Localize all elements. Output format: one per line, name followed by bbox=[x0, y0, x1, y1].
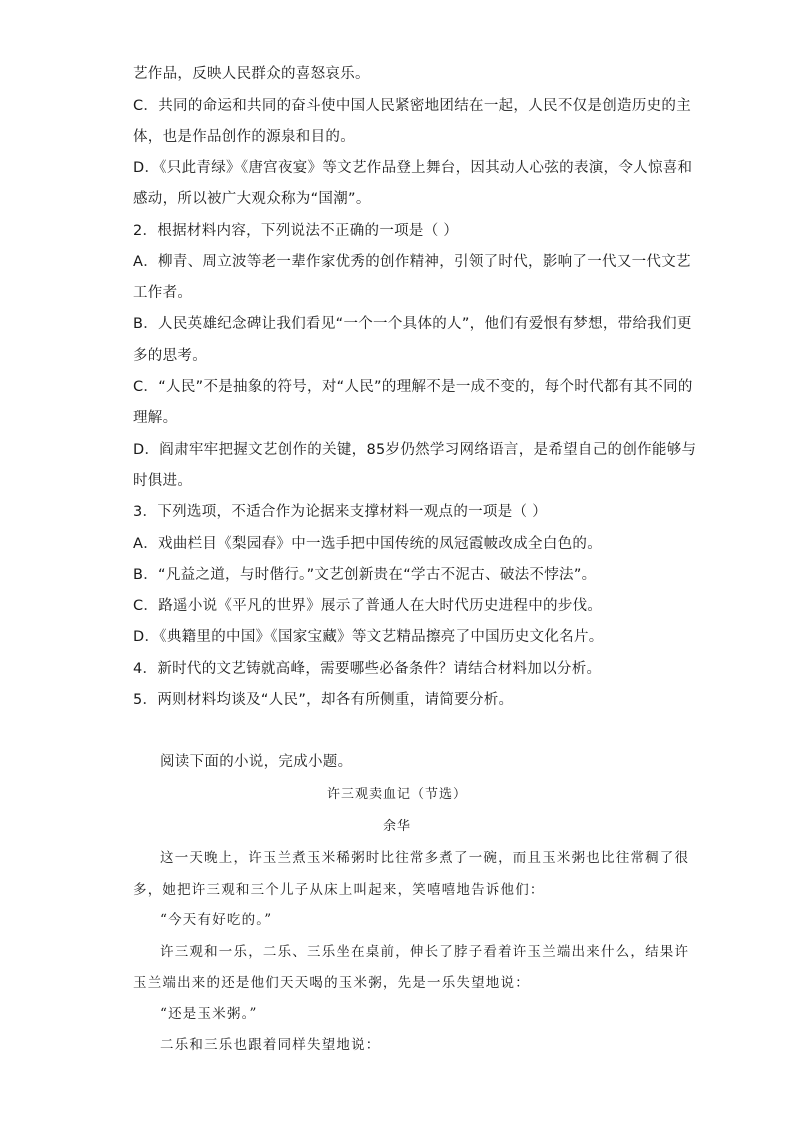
story-paragraph-3: 二乐和三乐也跟着同样失望地说： bbox=[160, 1037, 381, 1053]
question-2-option-b-line-2: 多的思考。 bbox=[133, 348, 207, 364]
question-2-option-c-line-2: 理解。 bbox=[133, 410, 178, 426]
question-3-option-d: D．《典籍里的中国》《国家宝藏》等文艺精品擦亮了中国历史文化名片。 bbox=[133, 629, 604, 645]
story-quote-1: “今天有好吃的。” bbox=[160, 912, 273, 928]
question-1-option-b-tail: 艺作品，反映人民群众的喜怒哀乐。 bbox=[133, 66, 370, 82]
reading-instruction: 阅读下面的小说，完成小题。 bbox=[160, 754, 353, 770]
question-2-option-a-line-2: 工作者。 bbox=[133, 285, 193, 301]
question-2-option-d-line-1: D．阎肃牢牢把握文艺创作的关键，85岁仍然学习网络语言，是希望自己的创作能够与 bbox=[133, 442, 697, 458]
question-3-option-a: A．戏曲栏目《梨园春》中一选手把中国传统的凤冠霞帔改成全白色的。 bbox=[133, 536, 603, 552]
story-paragraph-2-line-1: 许三观和一乐，二乐、三乐坐在桌前，伸长了脖子看着许玉兰端出来什么，结果许 bbox=[160, 944, 690, 960]
question-2-option-b-line-1: B．人民英雄纪念碑让我们看见“一个一个具体的人”，他们有爱恨有梦想，带给我们更 bbox=[133, 316, 692, 332]
story-quote-2: “还是玉米粥。” bbox=[160, 1006, 258, 1022]
question-1-option-d-line-1: D．《只此青绿》《唐宫夜宴》等文艺作品登上舞台，因其动人心弦的表演，令人惊喜和 bbox=[133, 160, 693, 176]
question-4: 4．新时代的文艺铸就高峰，需要哪些必备条件？请结合材料加以分析。 bbox=[133, 661, 602, 677]
question-1-option-c-line-2: 体，也是作品创作的源泉和目的。 bbox=[133, 129, 355, 145]
question-2-option-d-line-2: 时俱进。 bbox=[133, 473, 193, 489]
question-3-stem: 3．下列选项，不适合作为论据来支撑材料一观点的一项是（ ） bbox=[133, 504, 548, 520]
question-1-option-c-line-1: C．共同的命运和共同的奋斗使中国人民紧密地团结在一起，人民不仅是创造历史的主 bbox=[133, 98, 692, 114]
question-3-option-b: B．“凡益之道，与时偕行。”文艺创新贵在“学古不泥古、破法不悖法”。 bbox=[133, 567, 597, 583]
question-3-option-c: C．路遥小说《平凡的世界》展示了普通人在大时代历史进程中的步伐。 bbox=[133, 598, 603, 614]
question-5: 5．两则材料均谈及“人民”，却各有所侧重，请简要分析。 bbox=[133, 692, 514, 708]
question-1-option-d-line-2: 感动，所以被广大观众称为“国潮”。 bbox=[133, 191, 371, 207]
question-2-stem: 2．根据材料内容，下列说法不正确的一项是（ ） bbox=[133, 223, 459, 239]
story-paragraph-1-line-1: 这一天晚上，许玉兰煮玉米稀粥时比往常多煮了一碗，而且玉米粥也比往常稠了很 bbox=[160, 850, 690, 866]
question-2-option-a-line-1: A．柳青、周立波等老一辈作家优秀的创作精神，引领了时代，影响了一代又一代文艺 bbox=[133, 254, 691, 270]
question-2-option-c-line-1: C．“人民”不是抽象的符号，对“人民”的理解不是一成不变的，每个时代都有其不同的 bbox=[133, 379, 693, 395]
story-paragraph-2-line-2: 玉兰端出来的还是他们天天喝的玉米粥，先是一乐失望地说： bbox=[133, 975, 530, 991]
story-title: 许三观卖血记（节选） bbox=[326, 787, 467, 802]
story-author: 余华 bbox=[382, 819, 411, 834]
story-paragraph-1-line-2: 多，她把许三观和三个儿子从床上叫起来，笑嘻嘻地告诉他们： bbox=[133, 882, 545, 898]
